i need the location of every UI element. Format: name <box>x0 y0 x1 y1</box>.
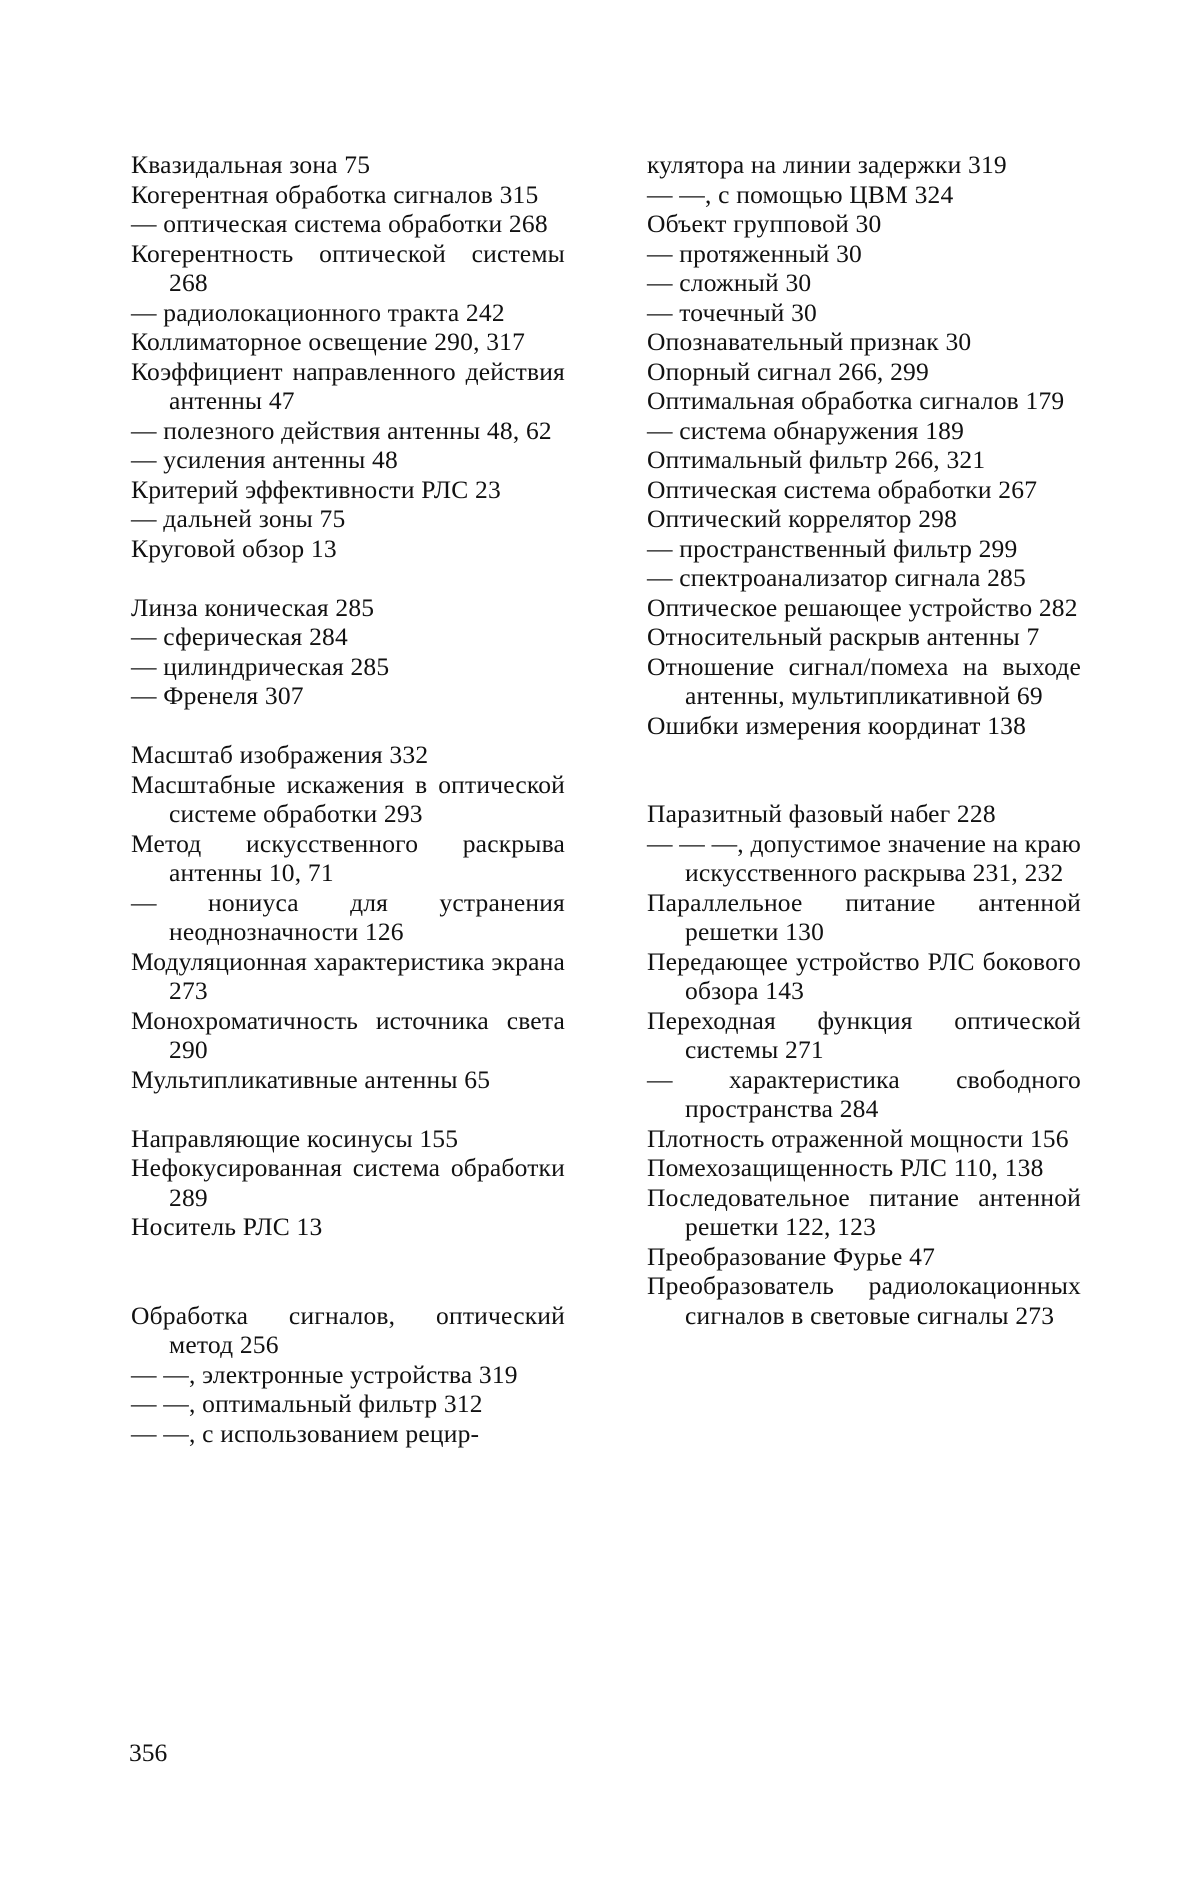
index-entry: Мультипликативные антенны 65 <box>131 1064 491 1094</box>
index-entry: — спектроанализатор сигнала 285 <box>647 563 1026 592</box>
section-gap <box>647 740 1081 770</box>
index-entry: Преобразование Фурье 47 <box>647 1241 936 1271</box>
index-entry: Модуляционная характеристика экрана 273 <box>131 946 565 1005</box>
index-entry: Когерентная обработка сигналов 315 <box>131 179 539 209</box>
index-entry: Направляющие косинусы 155 <box>131 1123 459 1153</box>
index-entry: — —, электронные устройства 319 <box>131 1359 518 1389</box>
index-entry: Оптимальная обработка сигналов 179 <box>647 386 1065 415</box>
index-entry: Масштабные искажения в оптической системе обработки 293 <box>131 769 565 828</box>
index-entry: — характеристика свободного пространства 284 <box>647 1064 1081 1123</box>
section-gap <box>131 1271 565 1301</box>
section-gap <box>131 563 565 593</box>
index-entry: Обработка сигналов, оптический метод 256 <box>131 1300 565 1359</box>
index-entry: Масштаб изображения 332 <box>131 740 429 769</box>
index-column-right <box>647 150 1081 1330</box>
index-entry: Относительный раскрыв антенны 7 <box>647 622 1040 651</box>
index-column-left <box>131 150 565 1448</box>
index-entry: Коллиматорное освещение 290, 317 <box>131 327 526 356</box>
index-entry: Передающее устройство РЛС бокового обзора 143 <box>647 946 1081 1005</box>
index-entry: Оптический коррелятор 298 <box>647 504 958 533</box>
section-gap <box>647 770 1081 800</box>
index-entry: — точечный 30 <box>647 297 818 327</box>
index-entry: — —, оптимальный фильтр 312 <box>131 1389 483 1418</box>
index-entry: — нониуса для устранения неоднозначности 126 <box>131 887 565 946</box>
index-entry: Ошибки измерения координат 138 <box>647 710 1027 740</box>
index-entry: Объект групповой 30 <box>647 209 882 238</box>
index-entry: — цилиндрическая 285 <box>131 651 390 681</box>
index-entry: Отношение сигнал/помеха на выходе антенны, мультипликативной 69 <box>647 651 1081 710</box>
index-entry: — дальней зоны 75 <box>131 504 346 533</box>
index-entry: Плотность отраженной мощности 156 <box>647 1123 1069 1153</box>
index-entry: Последовательное питание антенной решетки 122, 123 <box>647 1182 1081 1241</box>
index-entry: Когерентность оптической системы 268 <box>131 238 565 297</box>
index-entry: Оптимальный фильтр 266, 321 <box>647 445 986 474</box>
index-entry: Круговой обзор 13 <box>131 533 337 563</box>
index-entry: Оптическая система обработки 267 <box>647 474 1038 504</box>
index-entry: Опознавательный признак 30 <box>647 327 972 356</box>
index-entry: Линза коническая 285 <box>131 592 375 622</box>
index-entry: — радиолокационного тракта 242 <box>131 297 505 327</box>
index-entry: — полезного действия антенны 48, 62 <box>131 415 552 445</box>
index-entry: Переходная функция оптической системы 271 <box>647 1005 1081 1064</box>
section-gap <box>131 1242 565 1272</box>
section-gap <box>131 711 565 741</box>
index-entry: Оптическое решающее устройство 282 <box>647 592 1078 622</box>
index-entry: Коэффициент направленного действия антенны 47 <box>131 356 565 415</box>
index-entry: — оптическая система обработки 268 <box>131 209 548 238</box>
index-entry: Паразитный фазовый набег 228 <box>647 799 996 828</box>
index-entry: — система обнаружения 189 <box>647 415 965 445</box>
index-entry: — сложный 30 <box>647 268 812 297</box>
index-entry: — пространственный фильтр 299 <box>647 533 1018 563</box>
page-number: 356 <box>129 1738 168 1767</box>
index-entry: Носитель РЛС 13 <box>131 1212 323 1241</box>
index-entry: — сферическая 284 <box>131 622 348 651</box>
index-entry: — — —, допустимое значение на краю искусственного раскрыва 231, 232 <box>647 828 1081 887</box>
index-entry: — Френеля 307 <box>131 681 304 710</box>
index-entry: Квазидальная зона 75 <box>131 150 371 179</box>
index-entry: Преобразователь радиолокационных сигналов в световые сигналы 273 <box>647 1271 1081 1330</box>
index-entry: — —, с использованием рецир- <box>131 1418 480 1448</box>
index-entry: — протяженный 30 <box>647 238 862 268</box>
index-entry: — усиления антенны 48 <box>131 445 398 474</box>
index-entry: Помехозащищенность РЛС 110, 138 <box>647 1153 1044 1182</box>
index-entry: Критерий эффективности РЛС 23 <box>131 474 501 504</box>
section-gap <box>131 1094 565 1124</box>
index-entry: Метод искусственного раскрыва антенны 10, 71 <box>131 828 565 887</box>
index-entry: Параллельное питание антенной решетки 130 <box>647 887 1081 946</box>
index-entry: Нефокусированная система обработки 289 <box>131 1153 565 1212</box>
index-entry: — —, с помощью ЦВМ 324 <box>647 179 954 209</box>
index-entry: кулятора на линии задержки 319 <box>647 150 1007 179</box>
index-entry: Опорный сигнал 266, 299 <box>647 356 929 386</box>
index-entry: Монохроматичность источника света 290 <box>131 1005 565 1064</box>
